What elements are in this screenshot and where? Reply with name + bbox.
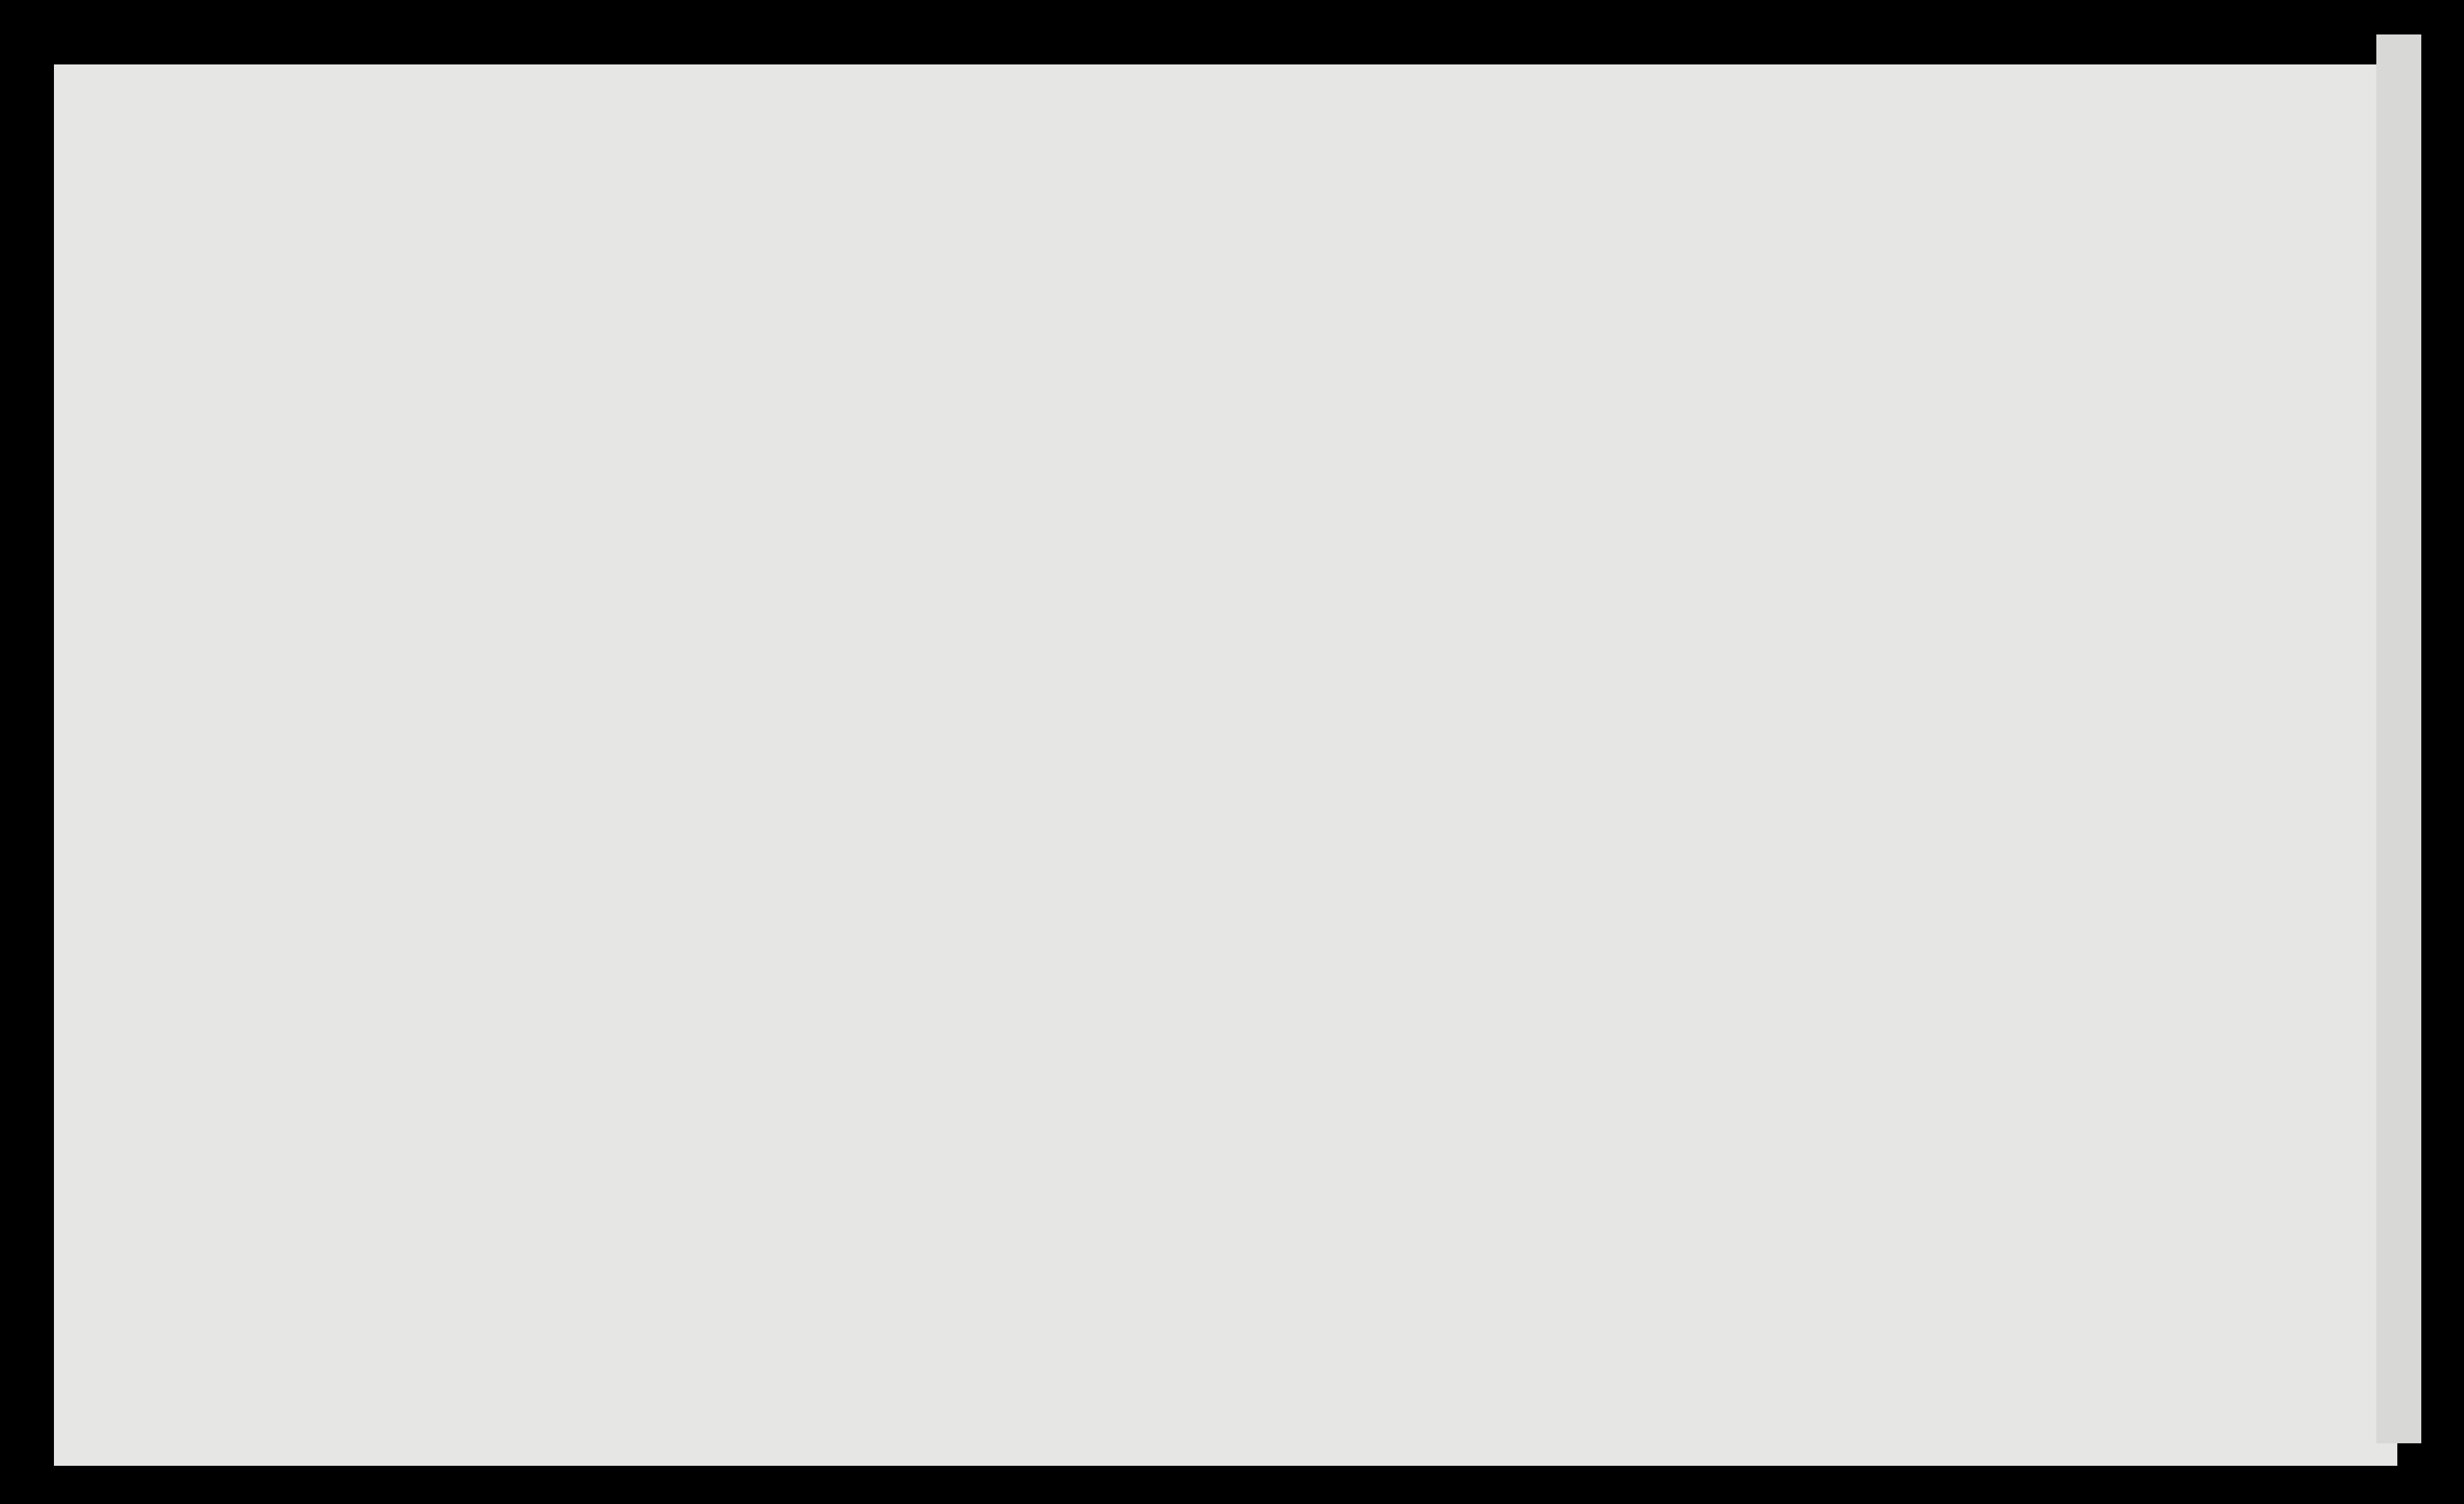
census-card [54,64,2397,1466]
page-edge [2376,34,2421,1443]
